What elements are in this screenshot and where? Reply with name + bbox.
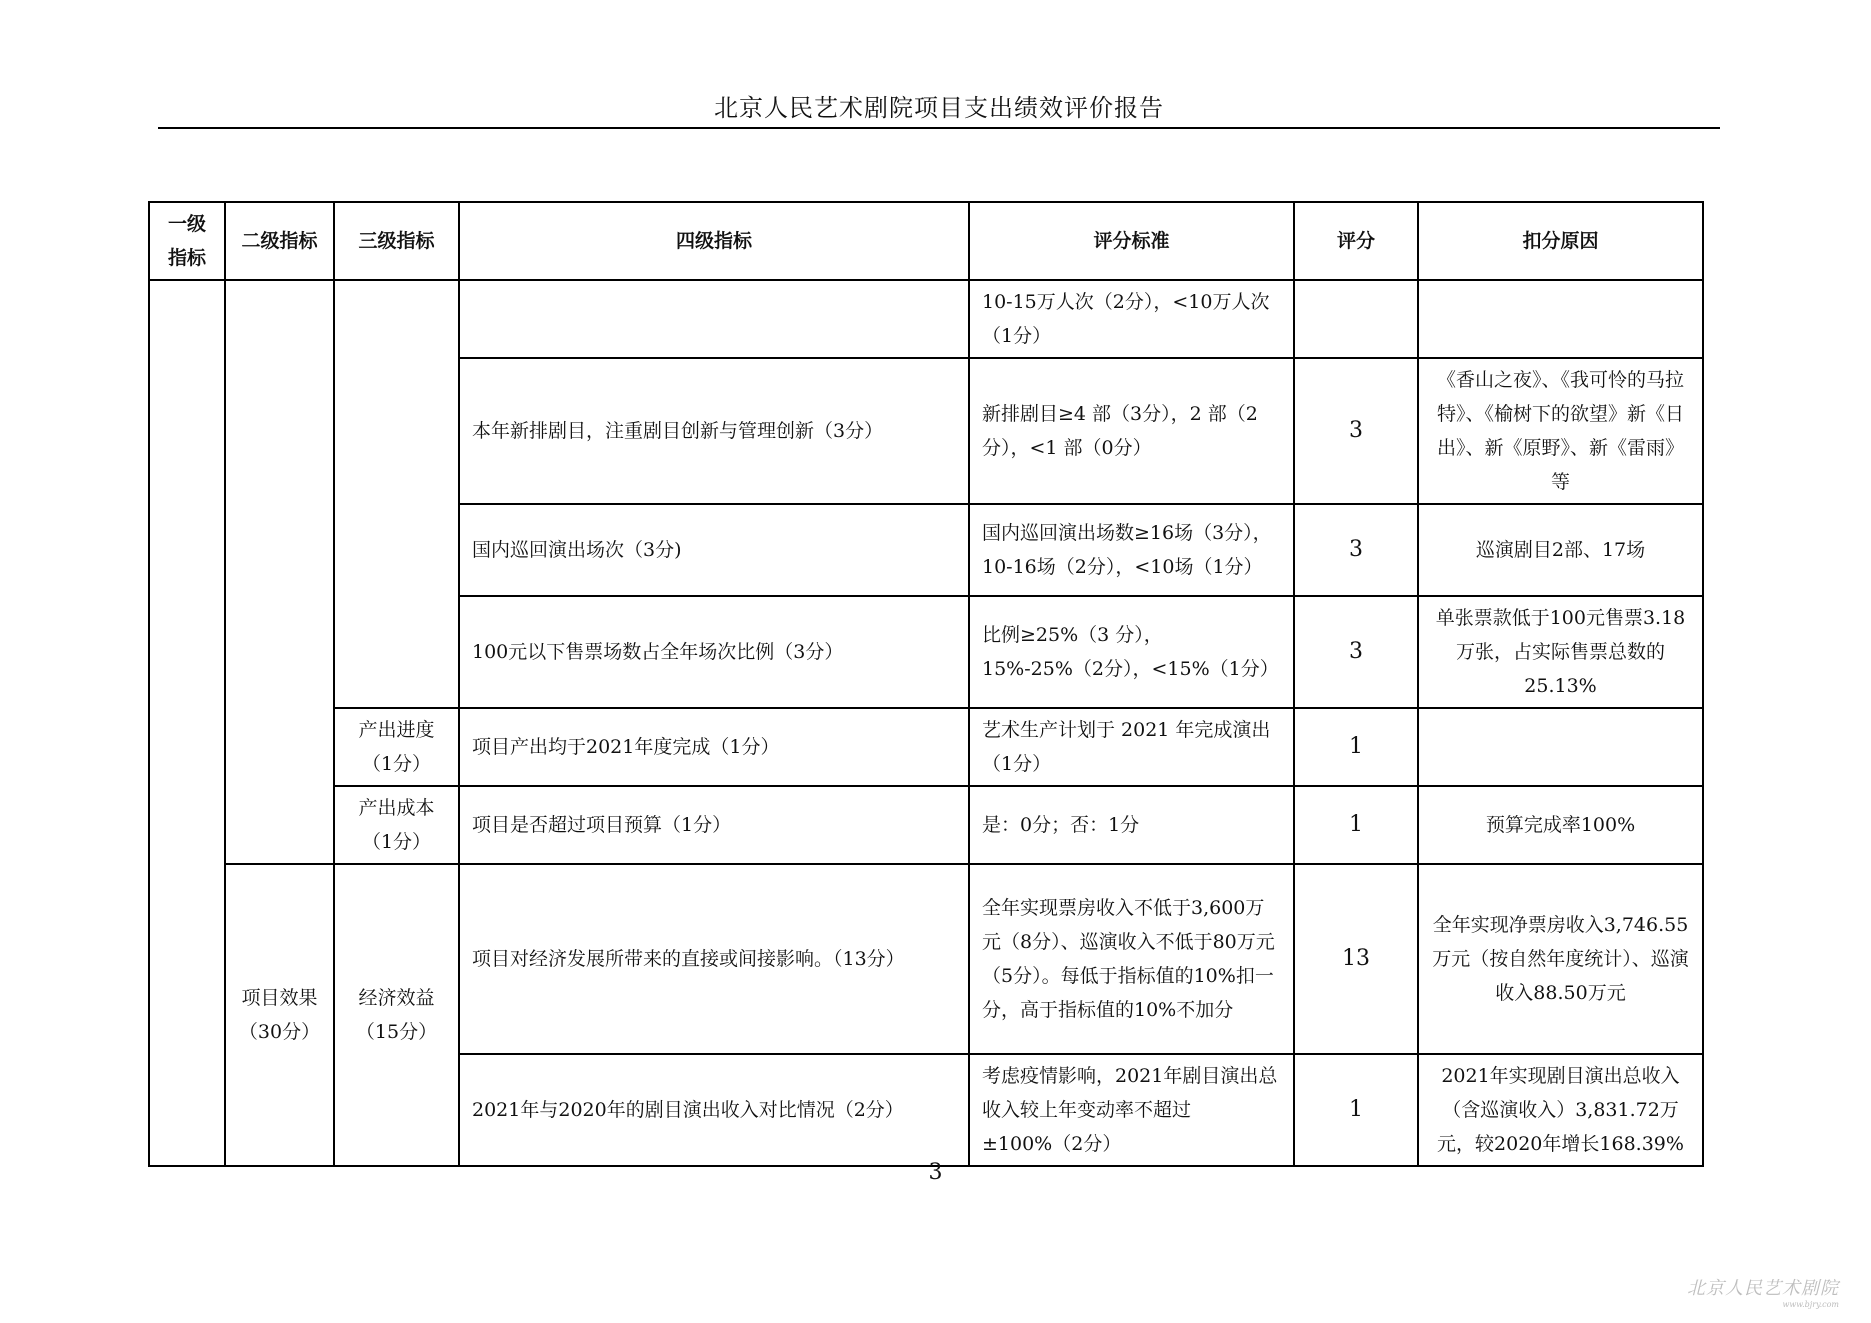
criteria-cell: 比例≥25%（3 分），15%-25%（2分），<15%（1分）: [969, 596, 1294, 708]
indicator-cell: 本年新排剧目，注重剧目创新与管理创新（3分）: [459, 358, 969, 504]
col-header-level3: 三级指标: [334, 202, 459, 280]
col-header-score: 评分: [1294, 202, 1418, 280]
indicator-cell: 项目产出均于2021年度完成（1分）: [459, 708, 969, 786]
level2-output-cell: [225, 280, 334, 864]
table-row: [149, 280, 1703, 358]
reason-cell: 《香山之夜》、《我可怜的马拉特》、《榆树下的欲望》新《日出》、新《原野》、新《雷雨》等: [1418, 358, 1703, 504]
table-row: [149, 708, 1703, 786]
score-cell: 13: [1294, 864, 1418, 1054]
page-header-title: 北京人民艺术剧院项目支出绩效评价报告: [714, 94, 1164, 122]
score-cell: 1: [1294, 786, 1418, 864]
level3-economic-benefit-cell: 经济效益（15分）: [334, 864, 459, 1166]
page-number: 3: [928, 1160, 943, 1185]
header-rule: [158, 127, 1720, 129]
col-header-level4: 四级指标: [459, 202, 969, 280]
col-header-level1: 一级指标: [149, 202, 225, 280]
level3-output-cost-cell: 产出成本（1分）: [334, 786, 459, 864]
indicator-cell: 项目是否超过项目预算（1分）: [459, 786, 969, 864]
criteria-cell: 10-15万人次（2分），<10万人次（1分）: [969, 280, 1294, 358]
score-cell: 3: [1294, 504, 1418, 596]
reason-cell: 2021年实现剧目演出总收入（含巡演收入）3,831.72万元，较2020年增长168.39%: [1418, 1054, 1703, 1166]
col-header-criteria: 评分标准: [969, 202, 1294, 280]
criteria-cell: 新排剧目≥4 部（3分），2 部（2分），<1 部（0分）: [969, 358, 1294, 504]
indicator-cell: 项目对经济发展所带来的直接或间接影响。（13分）: [459, 864, 969, 1054]
table-row: [149, 786, 1703, 864]
criteria-cell: 艺术生产计划于 2021 年完成演出（1分）: [969, 708, 1294, 786]
score-cell: 1: [1294, 1054, 1418, 1166]
reason-cell: 巡演剧目2部、17场: [1418, 504, 1703, 596]
watermark-name: 北京人民艺术剧院: [1687, 1278, 1839, 1299]
indicator-cell: 国内巡回演出场次（3分): [459, 504, 969, 596]
watermark-url: www.bjry.com: [1782, 1300, 1839, 1309]
reason-cell: [1418, 708, 1703, 786]
evaluation-table: [148, 201, 1704, 1167]
level3-output-progress-cell: 产出进度（1分）: [334, 708, 459, 786]
reason-cell: 预算完成率100%: [1418, 786, 1703, 864]
watermark-logo: [1687, 1274, 1839, 1309]
table-row: [149, 864, 1703, 1054]
level3-quantity-cell: [334, 280, 459, 708]
level2-project-effect-cell: 项目效果（30分）: [225, 864, 334, 1166]
score-cell: [1294, 280, 1418, 358]
criteria-cell: 考虑疫情影响，2021年剧目演出总收入较上年变动率不超过±100%（2分）: [969, 1054, 1294, 1166]
criteria-cell: 是：0分；否：1分: [969, 786, 1294, 864]
reason-cell: [1418, 280, 1703, 358]
score-cell: 3: [1294, 596, 1418, 708]
score-cell: 3: [1294, 358, 1418, 504]
score-cell: 1: [1294, 708, 1418, 786]
level1-cell: [149, 280, 225, 1166]
col-header-reason: 扣分原因: [1418, 202, 1703, 280]
indicator-cell: 2021年与2020年的剧目演出收入对比情况（2分）: [459, 1054, 969, 1166]
criteria-cell: 全年实现票房收入不低于3,600万元（8分）、巡演收入不低于80万元（5分）。每低于指标值的10%扣一分，高于指标值的10%不加分: [969, 864, 1294, 1054]
reason-cell: 全年实现净票房收入3,746.55万元（按自然年度统计）、巡演收入88.50万元: [1418, 864, 1703, 1054]
criteria-cell: 国内巡回演出场数≥16场（3分），10-16场（2分），<10场（1分）: [969, 504, 1294, 596]
reason-cell: 单张票款低于100元售票3.18万张，占实际售票总数的25.13%: [1418, 596, 1703, 708]
col-header-level2: 二级指标: [225, 202, 334, 280]
table-header-row: [149, 202, 1703, 280]
indicator-cell: 100元以下售票场数占全年场次比例（3分）: [459, 596, 969, 708]
indicator-cell: [459, 280, 969, 358]
